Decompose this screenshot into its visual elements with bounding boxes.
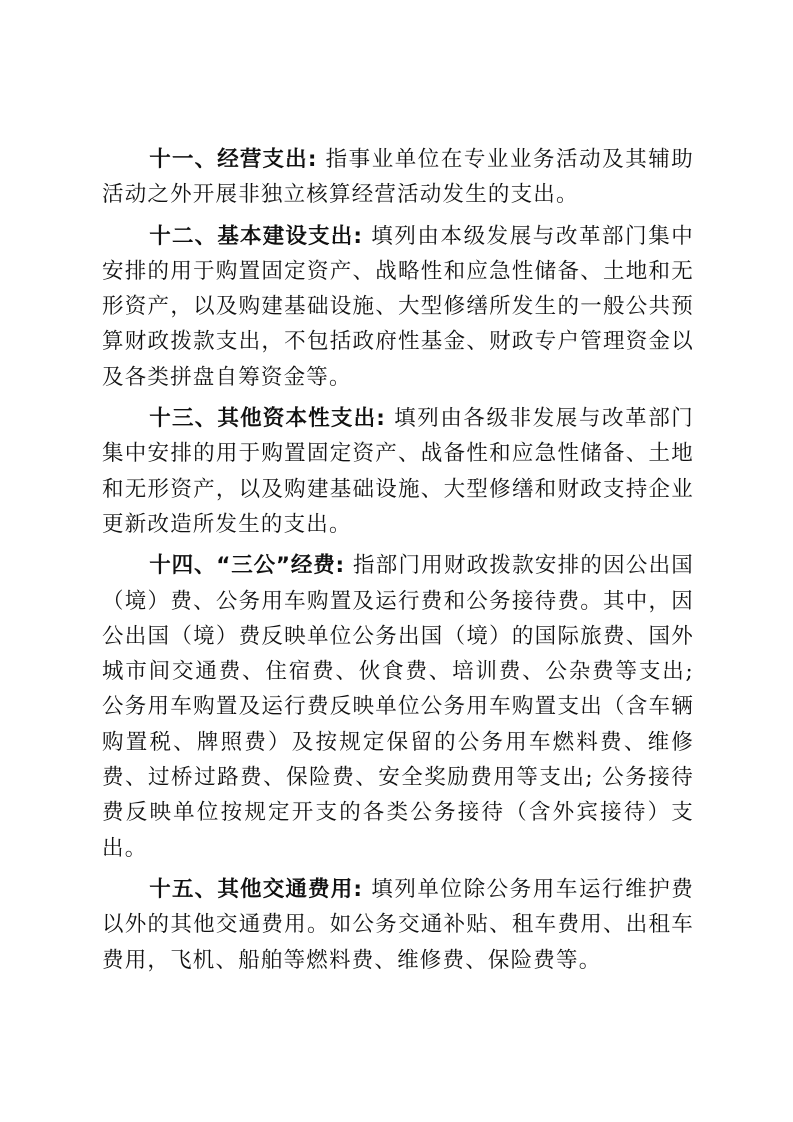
paragraph-other-transport-costs — [102, 872, 694, 978]
term-heading: 十三、其他资本性支出: — [149, 406, 386, 432]
term-heading: 十一、经营支出: — [149, 147, 318, 172]
document-body — [102, 142, 694, 984]
term-definition: 填列由各级非发展与改革部门集中安排的用于购置固定资产、战备性和应急性储备、土地和无形资产，以及购建基础设施、大型修缮和财政支持企业更新改造所发生的支出。 — [102, 406, 694, 537]
term-heading: 十五、其他交通费用: — [149, 876, 363, 902]
term-definition: 指部门用财政拨款安排的因公出国（境）费、公务用车购置及运行费和公务接待费。其中，因公出国（境）费反映单位公务出国（境）的国际旅费、国外城市间交通费、住宿费、伙食费、培训费、公杂费等支出; 公务用车购置及运行费反映单位公务用车购置支出（含车辆购置税、牌照费）及按规定保留的公务用车燃料费、维修费、过桥过路费、保险费、安全奖励费用等支出; 公务接待费反映单位按规定开支的各类公务接待（含外宾接待）支出。 — [102, 553, 695, 861]
term-definition: 填列由本级发展与改革部门集中安排的用于购置固定资产、战略性和应急性储备、土地和无形资产，以及购建基础设施、大型修缮所发生的一般公共预算财政拨款支出，不包括政府性基金、财政专户管理资金以及各类拼盘自筹资金等。 — [102, 223, 694, 390]
term-definition: 指事业单位在专业业务活动及其辅助活动之外开展非独立核算经营活动发生的支出。 — [102, 147, 694, 208]
paragraph-business-expenditure — [102, 142, 694, 213]
paragraph-capital-construction — [102, 219, 694, 395]
term-heading: 十二、基本建设支出: — [149, 223, 363, 249]
paragraph-other-capital-expenditure — [102, 401, 694, 542]
paragraph-three-public-expenses — [102, 548, 694, 866]
term-definition: 填列单位除公务用车运行维护费以外的其他交通费用。如公务交通补贴、租车费用、出租车费用，飞机、船舶等燃料费、维修费、保险费等。 — [102, 876, 694, 973]
term-heading: 十四、“三公”经费: — [149, 553, 345, 579]
